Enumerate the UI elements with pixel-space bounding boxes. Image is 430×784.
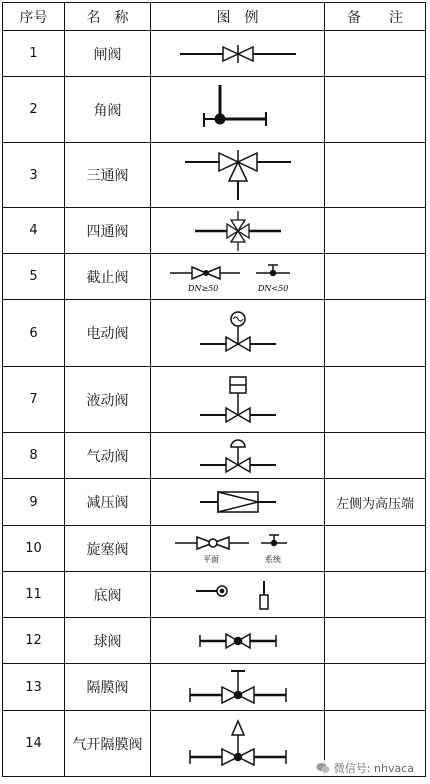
three-way-valve-symbol — [151, 143, 325, 208]
row-no: 4 — [3, 208, 65, 254]
row-note — [325, 618, 426, 664]
label-dn-small: DN<50 — [257, 283, 288, 293]
pneumatic-valve-symbol — [151, 433, 325, 479]
table-row — [3, 526, 426, 572]
pressure-reducing-valve-symbol — [151, 479, 325, 526]
row-name: 液动阀 — [65, 367, 151, 433]
row-note — [325, 143, 426, 208]
diaphragm-valve-symbol — [151, 664, 325, 711]
row-name: 截止阀 — [65, 254, 151, 300]
row-name: 闸阀 — [65, 31, 151, 77]
watermark-text: 微信号: nhvaca — [333, 762, 414, 775]
ball-valve-symbol — [151, 618, 325, 664]
row-no: 5 — [3, 254, 65, 300]
header-no: 序号 — [3, 3, 65, 31]
row-note — [325, 208, 426, 254]
valve-symbol-table — [2, 2, 426, 777]
row-no: 10 — [3, 526, 65, 572]
electric-valve-symbol — [151, 300, 325, 367]
row-no: 2 — [3, 77, 65, 143]
watermark — [316, 760, 414, 776]
row-name: 底阀 — [65, 572, 151, 618]
row-no: 3 — [3, 143, 65, 208]
table-row — [3, 208, 426, 254]
row-name: 电动阀 — [65, 300, 151, 367]
header-name: 名 称 — [65, 3, 151, 31]
row-note — [325, 300, 426, 367]
row-note — [325, 254, 426, 300]
row-note: 左侧为高压端 — [325, 479, 426, 526]
header-note: 备 注 — [325, 3, 426, 31]
row-no: 6 — [3, 300, 65, 367]
wechat-icon — [316, 762, 330, 774]
row-note — [325, 526, 426, 572]
row-no: 7 — [3, 367, 65, 433]
row-no: 13 — [3, 664, 65, 711]
header-row — [3, 3, 426, 31]
table-row — [3, 572, 426, 618]
table-row — [3, 77, 426, 143]
table-row — [3, 254, 426, 300]
row-name: 气动阀 — [65, 433, 151, 479]
row-name: 减压阀 — [65, 479, 151, 526]
table-row — [3, 300, 426, 367]
header-symbol: 图 例 — [151, 3, 325, 31]
label-dn-large: DN≥50 — [187, 283, 218, 293]
row-name: 球阀 — [65, 618, 151, 664]
angle-valve-symbol — [151, 77, 325, 143]
table-row — [3, 367, 426, 433]
air-to-open-diaphragm-valve-symbol — [151, 711, 325, 777]
row-name: 四通阀 — [65, 208, 151, 254]
label-plug-straight: 平面 — [202, 554, 219, 564]
row-note — [325, 664, 426, 711]
globe-valve-symbol — [151, 254, 325, 300]
row-name: 三通阀 — [65, 143, 151, 208]
table-row — [3, 143, 426, 208]
row-no: 12 — [3, 618, 65, 664]
gate-valve-symbol — [151, 31, 325, 77]
row-name: 隔膜阀 — [65, 664, 151, 711]
row-name: 旋塞阀 — [65, 526, 151, 572]
foot-valve-symbol — [151, 572, 325, 618]
row-no: 11 — [3, 572, 65, 618]
plug-valve-symbol — [151, 526, 325, 572]
table-row — [3, 664, 426, 711]
four-way-valve-symbol — [151, 208, 325, 254]
row-note — [325, 31, 426, 77]
row-no: 14 — [3, 711, 65, 777]
table-row — [3, 433, 426, 479]
row-no: 8 — [3, 433, 65, 479]
row-note — [325, 367, 426, 433]
row-note — [325, 572, 426, 618]
row-name: 气开隔膜阀 — [65, 711, 151, 777]
row-name: 角阀 — [65, 77, 151, 143]
table-row — [3, 479, 426, 526]
label-plug-system: 系统 — [264, 554, 281, 564]
row-note — [325, 433, 426, 479]
table-row — [3, 31, 426, 77]
row-no: 1 — [3, 31, 65, 77]
row-no: 9 — [3, 479, 65, 526]
table-row — [3, 618, 426, 664]
hydraulic-valve-symbol — [151, 367, 325, 433]
row-note — [325, 77, 426, 143]
